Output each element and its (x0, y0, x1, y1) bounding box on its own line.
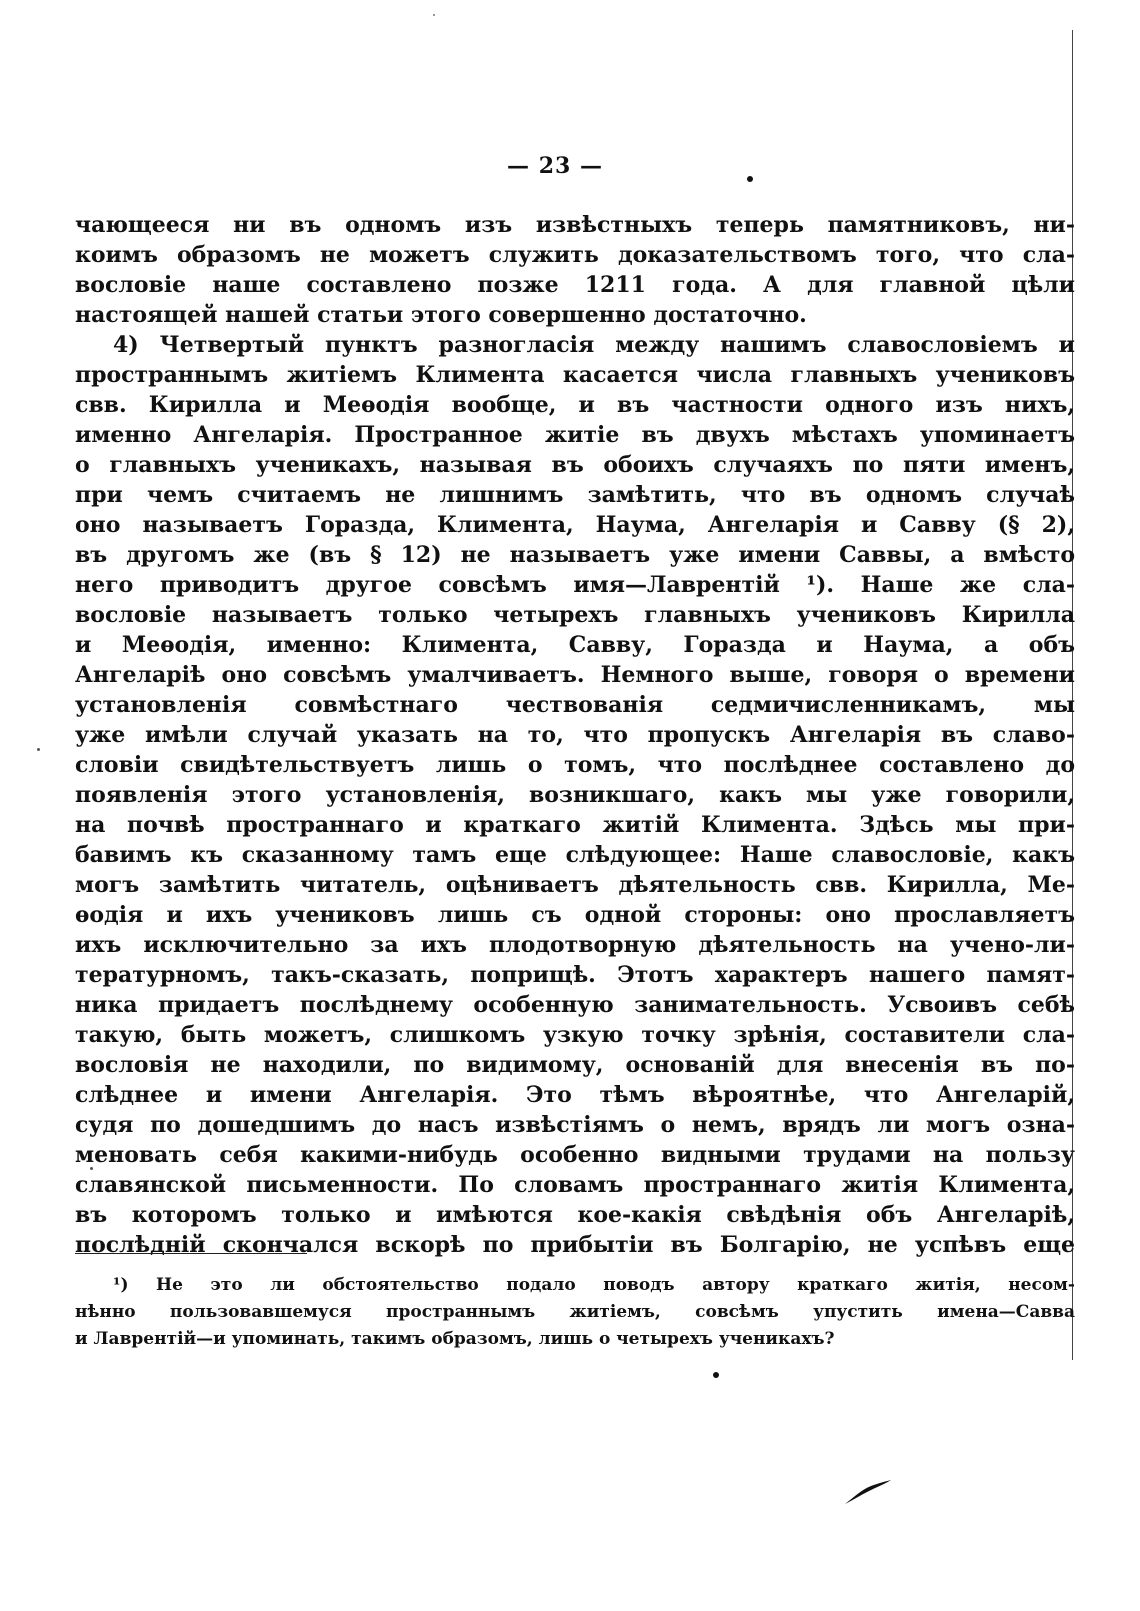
text-line: меновать себя какими-нибудь особенно видными трудами на пользу (75, 1142, 1075, 1168)
footnote-line: и Лаврентій—и упоминать, такимъ образомъ, лишь о четырехъ ученикахъ? (75, 1329, 835, 1349)
text-line: уже имѣли случай указать на то, что пропускъ Ангеларія въ славо- (75, 722, 1075, 748)
text-line: него приводитъ другое совсѣмъ имя—Лаврентій ¹). Наше же сла- (75, 572, 1075, 598)
text-line: вословія не находили, по видимому, основаній для внесенія въ по- (75, 1052, 1075, 1078)
text-line: именно Ангеларія. Пространное житіе въ двухъ мѣстахъ упоминаетъ (75, 422, 1075, 448)
text-line: могъ замѣтить читатель, оцѣниваетъ дѣятельность свв. Кирилла, Ме- (75, 872, 1075, 898)
ink-dot (433, 14, 435, 16)
ink-dot (713, 1372, 719, 1378)
text-line: тературномъ, такъ-сказать, поприщѣ. Этотъ характеръ нашего памят- (75, 962, 1075, 988)
text-line: такую, быть можетъ, слишкомъ узкую точку зрѣнія, составители сла- (75, 1022, 1075, 1048)
text-line: славянской письменности. По словамъ пространнаго житія Климента, (75, 1172, 1075, 1198)
text-line: чающееся ни въ одномъ изъ извѣстныхъ теперь памятниковъ, ни- (75, 212, 1075, 238)
text-line: вословіе наше составлено позже 1211 года. А для главной цѣли (75, 272, 1075, 298)
text-line: въ которомъ только и имѣются кое-какія свѣдѣнія объ Ангеларіѣ, (75, 1202, 1075, 1228)
text-line: ихъ исключительно за ихъ плодотворную дѣятельность на учено-ли- (75, 932, 1075, 958)
page-number: — 23 — (507, 153, 603, 179)
footnote (75, 1272, 1075, 1353)
text-line: ѳодія и ихъ учениковъ лишь съ одной стороны: оно прославляетъ (75, 902, 1075, 928)
text-line: судя по дошедшимъ до насъ извѣстіямъ о немъ, врядъ ли могъ озна- (75, 1112, 1075, 1138)
footnote-rule (75, 1253, 307, 1254)
text-line: свв. Кирилла и Меѳодія вообще, и въ частности одного изъ нихъ, (75, 392, 1075, 418)
footnote-line: нѣнно пользовавшемуся пространнымъ житіемъ, совсѣмъ упустить имена—Савва (75, 1302, 1075, 1322)
text-line: Ангеларіѣ оно совсѣмъ умалчиваетъ. Немного выше, говоря о времени (75, 662, 1075, 688)
pen-stroke-mark (843, 1478, 893, 1506)
text-line: бавимъ къ сказанному тамъ еще слѣдующее: Наше славословіе, какъ (75, 842, 1075, 868)
text-line: оно называетъ Горазда, Климента, Наума, Ангеларія и Савву (§ 2), (75, 512, 1075, 538)
body-text (75, 210, 1075, 1260)
text-line: на почвѣ пространнаго и краткаго житій Климента. Здѣсь мы при- (75, 812, 1075, 838)
text-line: установленія совмѣстнаго чествованія седмичисленникамъ, мы (75, 692, 1075, 718)
footnote-line: ¹) Не это ли обстоятельство подало поводъ автору краткаго житія, несом- (113, 1275, 1075, 1295)
text-line: настоящей нашей статьи этого совершенно достаточно. (75, 302, 807, 328)
ink-dot (37, 748, 40, 751)
text-line: послѣдній скончался вскорѣ по прибытіи въ Болгарію, не успѣвъ еще (75, 1232, 1075, 1258)
text-line: словіи свидѣтельствуетъ лишь о томъ, что послѣднее составлено до (75, 752, 1075, 778)
text-line: вословіе называетъ только четырехъ главныхъ учениковъ Кирилла (75, 602, 1075, 628)
text-line: слѣднее и имени Ангеларія. Это тѣмъ вѣроятнѣе, что Ангеларій, (75, 1082, 1075, 1108)
text-line: о главныхъ ученикахъ, называя въ обоихъ случаяхъ по пяти именъ, (75, 452, 1075, 478)
text-line: въ другомъ же (въ § 12) не называетъ уже имени Саввы, а вмѣсто (75, 542, 1075, 568)
text-line: при чемъ считаемъ не лишнимъ замѣтить, что въ одномъ случаѣ (75, 482, 1075, 508)
text-line: коимъ образомъ не можетъ служить доказательствомъ того, что сла- (75, 242, 1075, 268)
text-line: 4) Четвертый пунктъ разногласія между нашимъ славословіемъ и (113, 332, 1075, 358)
text-line: ника придаетъ послѣднему особенную занимательность. Усвоивъ себѣ (75, 992, 1075, 1018)
text-line: и Меѳодія, именно: Климента, Савву, Горазда и Наума, а объ (75, 632, 1075, 658)
text-line: пространнымъ житіемъ Климента касается числа главныхъ учениковъ (75, 362, 1075, 388)
text-line: появленія этого установленія, возникшаго, какъ мы уже говорили, (75, 782, 1075, 808)
